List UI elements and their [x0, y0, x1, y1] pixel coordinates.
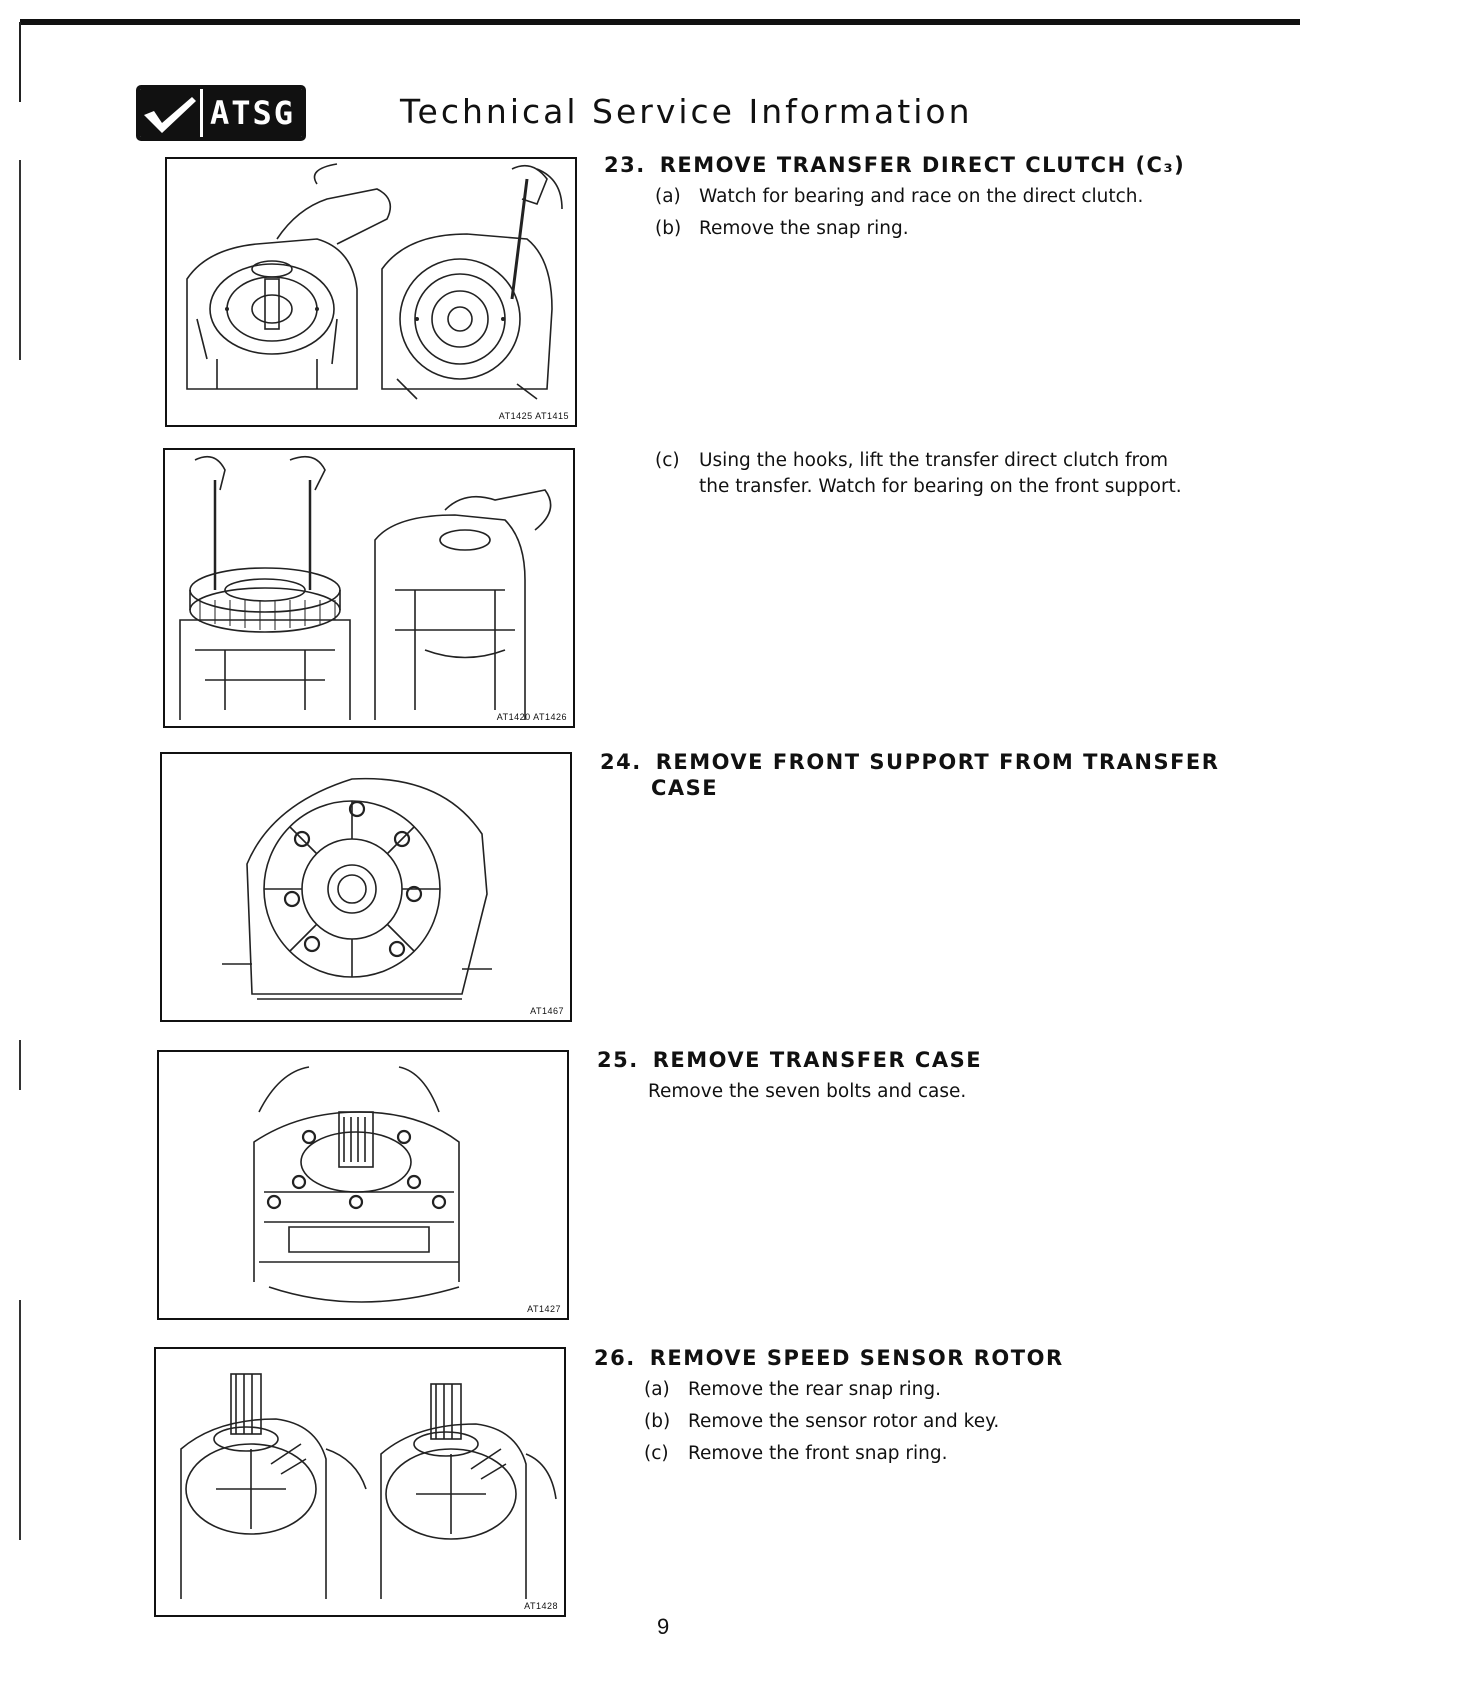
clutch-removal-illustration-icon	[167, 159, 575, 425]
front-support-illustration-icon	[162, 754, 570, 1020]
transfer-case-illustration-icon	[159, 1052, 567, 1318]
step-number: 24.	[600, 750, 642, 774]
atsg-logo	[136, 85, 306, 141]
step-25-heading	[597, 1048, 982, 1072]
step-26-heading	[594, 1346, 1064, 1370]
step-23-item-c-cont: the transfer. Watch for bearing on the front support.	[699, 476, 1182, 497]
margin-mark	[19, 1040, 21, 1090]
step-26-item-a: (a) Remove the rear snap ring.	[644, 1379, 942, 1400]
figure-code: AT1427	[527, 1304, 561, 1314]
step-number: 23.	[604, 153, 646, 177]
step-number: 26.	[594, 1346, 636, 1370]
top-rule	[20, 19, 1300, 25]
step-24-heading	[600, 750, 1219, 800]
step-title-cont: CASE	[651, 776, 719, 800]
hook-lift-illustration-icon	[165, 450, 573, 726]
figure-5	[154, 1347, 566, 1617]
step-26-item-b: (b) Remove the sensor rotor and key.	[644, 1411, 1000, 1432]
step-23-heading	[604, 153, 1185, 177]
figure-code: AT1428	[524, 1601, 558, 1611]
speed-sensor-rotor-illustration-icon	[156, 1349, 564, 1615]
step-25-text: Remove the seven bolts and case.	[648, 1081, 967, 1102]
margin-mark	[19, 1300, 21, 1540]
checkmark-icon	[140, 89, 200, 137]
margin-mark	[19, 160, 21, 360]
figure-code: AT1425 AT1415	[498, 411, 569, 421]
page-title: Technical Service Information	[400, 92, 973, 131]
step-23-item-c: (c) Using the hooks, lift the transfer direct clutch from	[655, 450, 1169, 471]
step-title: REMOVE TRANSFER CASE	[652, 1048, 983, 1072]
step-number: 25.	[597, 1048, 639, 1072]
figure-2	[163, 448, 575, 728]
step-title: REMOVE TRANSFER DIRECT CLUTCH (C₃)	[659, 153, 1186, 177]
figure-1	[165, 157, 577, 427]
step-23-item-a: (a) Watch for bearing and race on the direct clutch.	[655, 186, 1144, 207]
step-title: REMOVE SPEED SENSOR ROTOR	[649, 1346, 1064, 1370]
figure-code: AT1467	[530, 1006, 564, 1016]
figure-4	[157, 1050, 569, 1320]
logo-wordmark: ATSG	[200, 89, 302, 137]
page-number: 9	[657, 1614, 670, 1639]
figure-code: AT1420 AT1426	[496, 712, 567, 722]
step-23-item-b: (b) Remove the snap ring.	[655, 218, 909, 239]
step-26-item-c: (c) Remove the front snap ring.	[644, 1443, 948, 1464]
step-title: REMOVE FRONT SUPPORT FROM TRANSFER	[655, 750, 1220, 774]
left-rule	[19, 22, 21, 102]
figure-3	[160, 752, 572, 1022]
